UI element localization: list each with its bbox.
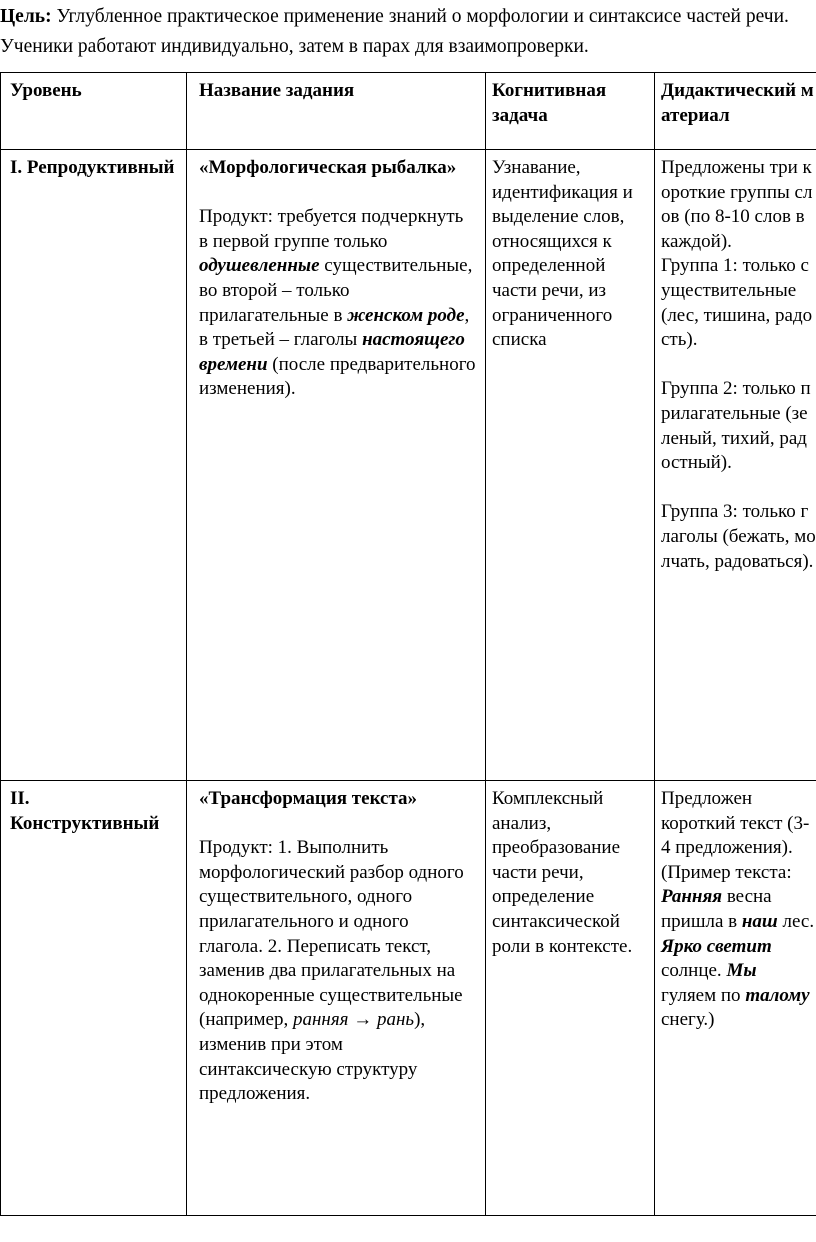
row2-level: II. Конструктивный <box>1 781 187 1216</box>
row2-material-emph: талому <box>745 984 810 1006</box>
row2-product-text: ), изменив при этом синтаксическую структуру предложения. <box>199 1009 426 1105</box>
row1-cognitive: Узнавание, идентификация и выделение слов, относящихся к определенной части речи, из ограниченного списка <box>486 150 655 781</box>
row2-product-text: Продукт: 1. Выполнить морфологический разбор одного существительного, одного прилагательного и одного глагола. 2. Переписать текст, заменив два прилагательных на однокоренные существительные (например, <box>199 837 464 1031</box>
row2-product <box>199 837 464 1104</box>
row1-material-intro: Предложены три короткие группы слов (по 8-10 слов в каждой). <box>661 157 813 252</box>
goal-label: Цель: <box>0 6 52 27</box>
goal-text: Углубленное практическое применение знаний о морфологии и синтаксисе частей речи. Ученики работают индивидуально, затем в парах для взаимопроверки. <box>0 6 789 57</box>
row1-task-title: «Морфологическая рыбалка» <box>199 157 457 178</box>
goal-paragraph <box>0 2 812 62</box>
row1-task <box>187 150 486 781</box>
row1-product-emph: одушевленные <box>199 255 320 277</box>
row1-product-text: Продукт: требуется подчеркнуть в первой группе только <box>199 206 464 252</box>
table-row <box>1 781 816 1216</box>
row1-product-emph: настоящего времени <box>199 329 465 375</box>
row2-material-text: лес. <box>777 910 815 932</box>
row1-product-emph: женском роде <box>347 304 465 326</box>
lesson-table <box>0 72 816 1216</box>
row2-material-text: снегу.) <box>661 1009 715 1031</box>
row1-material-group2: Группа 2: только прилагательные (зеленый, тихий, радостный). <box>661 378 811 474</box>
table-header-row <box>1 73 816 150</box>
table-row <box>1 150 816 781</box>
row2-material-text: солнце. <box>661 960 727 982</box>
row2-material-text: весна пришла в <box>661 886 772 932</box>
row2-product-example: ранняя → рань <box>292 1009 415 1031</box>
row2-task-title: «Трансформация текста» <box>199 788 418 809</box>
row2-material-emph: наш <box>741 910 778 932</box>
row2-material-emph: Мы <box>726 960 757 982</box>
row1-product <box>199 206 476 399</box>
row1-material-group1: Группа 1: только существительные (лес, тишина, радость). <box>661 255 813 351</box>
header-didactic-material: Дидактический материал <box>655 73 816 150</box>
header-level: Уровень <box>1 73 187 150</box>
row1-product-text: (после предварительного изменения). <box>199 353 476 400</box>
row2-material-text: гуляем по <box>661 984 746 1006</box>
row2-material-emph: Ранняя <box>661 886 723 908</box>
row2-cognitive: Комплексный анализ, преобразование части речи, определение синтаксической роли в контексте. <box>486 781 655 1216</box>
row2-material-text: Предложен короткий текст (3-4 предложения). (Пример текста: <box>661 788 810 883</box>
row1-level: I. Репродуктивный <box>1 150 187 781</box>
row1-material-group3: Группа 3: только глаголы (бежать, молчать, радоваться). <box>661 501 816 572</box>
header-cognitive-task: Когнитивная задача <box>486 73 655 150</box>
row1-product-text: существительные, во второй – только прилагательные в <box>199 255 473 326</box>
row1-product-text: , в третьей – глаголы <box>199 304 470 351</box>
row2-material <box>655 781 816 1216</box>
row1-material <box>655 150 816 781</box>
header-task-title: Название задания <box>187 73 486 150</box>
row2-material-emph: Ярко светит <box>661 935 772 957</box>
row2-task <box>187 781 486 1216</box>
